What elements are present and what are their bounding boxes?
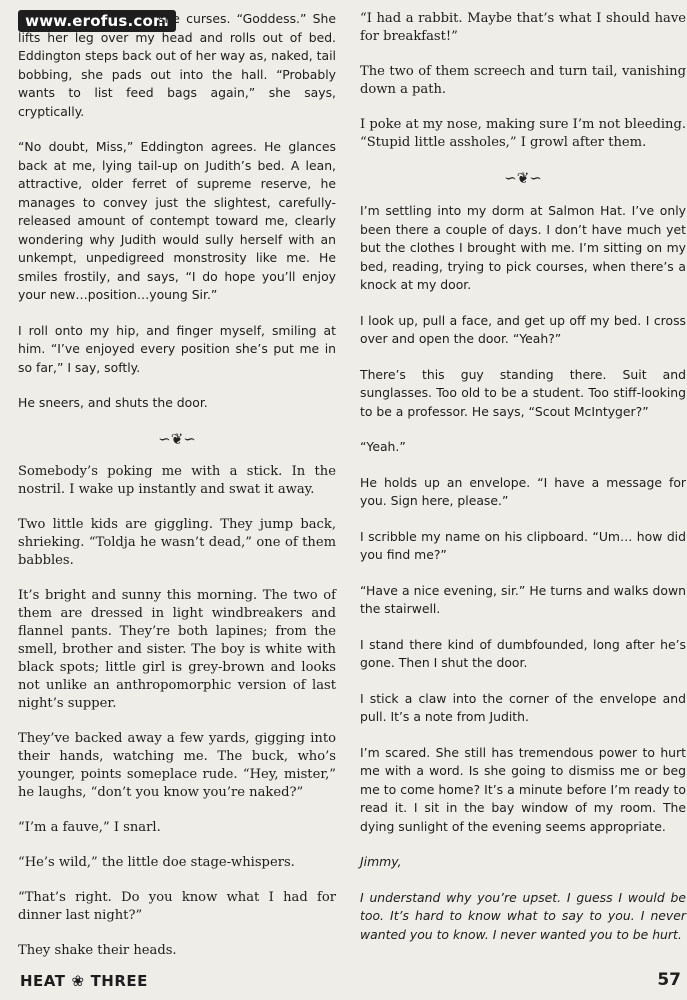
paragraph: I poke at my nose, making sure I’m not bleeding. “Stupid little assholes,” I growl after them. bbox=[360, 117, 686, 150]
page-number: 57 bbox=[657, 970, 681, 990]
right-sans-section bbox=[360, 202, 686, 836]
paragraph: “I had a rabbit. Maybe that’s what I should have for breakfast!” bbox=[360, 11, 686, 44]
paragraph: I scribble my name on his clipboard. “Um… how did you find me?” bbox=[360, 528, 686, 562]
left-sans-section bbox=[18, 10, 336, 413]
paragraph: “Have a nice evening, sir.” He turns and walks down the stairwell. bbox=[360, 582, 686, 616]
paragraph: It’s bright and sunny this morning. The two of them are dressed in light windbreakers and flannel pants. They’re both lapines; from the smell, brother and sister. The boy is white with black spots; little girl is grey-brown and looks not unlike an anthropomorphic version of last night’s supper. bbox=[18, 587, 336, 711]
letter-body: I understand why you’re upset. I guess I would be too. It’s hard to know what to say to you. I never wanted you to know. I never wanted you to be hurt. bbox=[360, 889, 686, 942]
paragraph: He sneers, and shuts the door. bbox=[18, 395, 208, 410]
section-ornament-icon: ∽❦∽ bbox=[158, 429, 196, 448]
paragraph: she curses. “Goddess.” She lifts her leg over my head and rolls out of bed. Eddington steps back out of her way as, naked, tail bobbing, she pads out into the hall. “Probably wants to list feed bags again,” she says, cryptically. bbox=[18, 11, 336, 119]
paragraph: I stand there kind of dumbfounded, long after he’s gone. Then I shut the door. bbox=[360, 636, 686, 670]
paragraph: They shake their heads. bbox=[18, 942, 177, 958]
paragraph: “That’s right. Do you know what I had for dinner last night?” bbox=[18, 889, 336, 923]
paragraph: Two little kids are giggling. They jump back, shrieking. “Toldja he wasn’t dead,” one of them babbles. bbox=[18, 516, 336, 568]
paragraph: I’m settling into my dorm at Salmon Hat. I’ve only been there a couple of days. I don’t have much yet but the clothes I brought with me. I’m sitting on my bed, reading, trying to pick courses, when there’s a knock at my door. bbox=[360, 203, 686, 292]
paragraph: “Yeah.” bbox=[360, 439, 406, 454]
letter-section bbox=[360, 853, 686, 944]
paragraph: There’s this guy standing there. Suit and sunglasses. Too old to be a student. Too stiff-looking to be a professor. He says, “Scout McIntyger?” bbox=[360, 366, 686, 419]
paragraph: “No doubt, Miss,” Eddington agrees. He glances back at me, lying tail-up on Judith’s bed. A lean, attractive, older ferret of supreme reserve, he manages to convey just the slightest, carefully-released amount of contempt toward me, clearly wondering why Judith would sully herself with an unkempt, unpedigreed monstrosity like me. He smiles frostily, and says, “I do hope you’ll enjoy your new…position…young Sir.” bbox=[18, 139, 336, 302]
paw-icon: ❀ bbox=[71, 972, 85, 990]
paragraph: The two of them screech and turn tail, vanishing down a path. bbox=[360, 64, 686, 97]
magazine-footer bbox=[20, 972, 148, 990]
paragraph: Somebody’s poking me with a stick. In the nostril. I wake up instantly and swat it away. bbox=[18, 463, 336, 497]
paragraph: I stick a claw into the corner of the envelope and pull. It’s a note from Judith. bbox=[360, 690, 686, 724]
left-serif-section bbox=[18, 463, 336, 960]
right-column bbox=[360, 10, 686, 961]
paragraph: I look up, pull a face, and get up off my bed. I cross over and open the door. “Yeah?” bbox=[360, 312, 686, 346]
magazine-name-word: HEAT bbox=[20, 972, 66, 990]
magazine-name-word: THREE bbox=[90, 972, 148, 990]
letter-salutation: Jimmy, bbox=[360, 854, 402, 869]
right-serif-section bbox=[360, 10, 686, 152]
paragraph: “He’s wild,” the little doe stage-whispers. bbox=[18, 854, 295, 870]
watermark-logo: www.erofus.com bbox=[18, 10, 176, 32]
paragraph: They’ve backed away a few yards, gigging into their hands, watching me. The buck, who’s younger, points someplace rude. “Hey, mister,” he laughs, “don’t you know you’re naked?” bbox=[18, 730, 336, 800]
paragraph: He holds up an envelope. “I have a message for you. Sign here, please.” bbox=[360, 474, 686, 508]
paragraph: “I’m a fauve,” I snarl. bbox=[18, 819, 161, 835]
paragraph: I’m scared. She still has tremendous power to hurt me with a word. Is she going to dismiss me or beg me to come home? It’s a minute before I’m ready to read it. I sit in the bay window of my room. The dying sunlight of the evening seems appropriate. bbox=[360, 744, 686, 834]
section-ornament-icon: ∽❦∽ bbox=[504, 169, 542, 187]
paragraph: I roll onto my hip, and finger myself, smiling at him. “I’ve enjoyed every position she’s put me in so far,” I say, softly. bbox=[18, 322, 336, 375]
left-column bbox=[18, 10, 336, 977]
